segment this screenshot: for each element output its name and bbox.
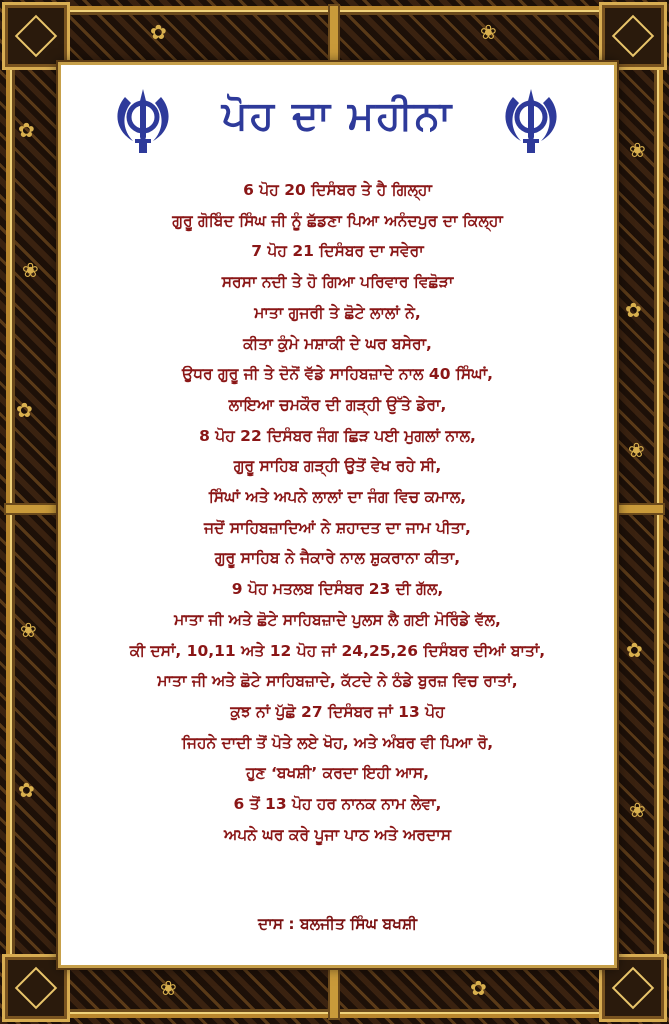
poem-line: ਗੁਰੂ ਗੋਬਿੰਦ ਸਿੰਘ ਜੀ ਨੂੰ ਛੱਡਣਾ ਪਿਆ ਅਨੰਦਪੁਰ ਦਾ ਕਿਲ੍ਹਾ: [172, 211, 503, 230]
rose-vine-icon: ❀: [629, 138, 646, 162]
poem-line: ਲਾਇਆ ਚਮਕੌਰ ਦੀ ਗੜ੍ਹੀ ਉੱਤੇ ਡੇਰਾ,: [228, 395, 447, 414]
rose-vine-icon: ✿: [16, 398, 33, 422]
poem-line: ਸਿੰਘਾਂ ਅਤੇ ਅਪਨੇ ਲਾਲਾਂ ਦਾ ਜੰਗ ਵਿਚ ਕਮਾਲ,: [208, 488, 467, 507]
poem-line: ਸਰਸਾ ਨਦੀ ਤੇ ਹੋ ਗਿਆ ਪਰਿਵਾਰ ਵਿਛੋੜਾ: [221, 273, 454, 292]
poem-line: ਅਪਨੇ ਘਰ ਕਰੇ ਪੂਜਾ ਪਾਠ ਅਤੇ ਅਰਦਾਸ: [223, 825, 452, 844]
poem-text: [69, 175, 606, 850]
frame-corner-ornament: [2, 2, 70, 70]
rose-vine-icon: ❀: [22, 258, 39, 282]
rose-vine-icon: ✿: [626, 638, 643, 662]
poem-line: 8 ਪੋਹ 22 ਦਿਸੰਬਰ ਜੰਗ ਛਿੜ ਪਈ ਮੁਗਲਾਂ ਨਾਲ,: [199, 426, 476, 445]
rose-vine-icon: ❀: [628, 438, 645, 462]
poem-line: ਕੀਤਾ ਕੁੰਮੇ ਮਸ਼ਾਕੀ ਦੇ ਘਰ ਬਸੇਰਾ,: [243, 334, 432, 353]
rose-vine-icon: ❀: [480, 20, 497, 44]
poem-line: ਉਧਰ ਗੁਰੂ ਜੀ ਤੇ ਦੋਨੋਂ ਵੱਡੇ ਸਾਹਿਬਜ਼ਾਦੇ ਨਾਲ 40 ਸਿੰਘਾਂ,: [181, 365, 493, 384]
title-row: [61, 87, 614, 157]
author-signature: ਦਾਸ : ਬਲਜੀਤ ਸਿੰਘ ਬਖਸ਼ੀ: [258, 915, 417, 933]
khanda-icon: [111, 87, 175, 155]
frame-corner-ornament: [599, 2, 667, 70]
khanda-icon: [499, 87, 563, 155]
poem-line: ਮਾਤਾ ਜੀ ਅਤੇ ਛੋਟੇ ਸਾਹਿਬਜ਼ਾਦੇ, ਕੱਟਦੇ ਨੇ ਠੰਡੇ ਬੁਰਜ਼ ਵਿਚ ਰਾਤਾਂ,: [157, 672, 518, 691]
frame-divider: [330, 6, 338, 68]
rose-vine-icon: ✿: [625, 298, 642, 322]
poem-line: ਮਾਤਾ ਗੁਜਰੀ ਤੇ ਛੋਟੇ ਲਾਲਾਂ ਨੇ,: [254, 303, 421, 322]
rose-vine-icon: ❀: [160, 976, 177, 1000]
poem-line: ਹੁਣ ‘ਬਖਸ਼ੀ’ ਕਰਦਾ ਇਹੀ ਆਸ,: [245, 764, 430, 783]
poem-line: ਗੁਰੂ ਸਾਹਿਬ ਗੜ੍ਹੀ ਉਤੋਂ ਵੇਖ ਰਹੇ ਸੀ,: [233, 457, 442, 476]
poem-line: ਜਿਹਨੇ ਦਾਦੀ ਤੋਂ ਪੋਤੇ ਲਏ ਖੋਹ, ਅਤੇ ਅੰਬਰ ਵੀ ਪਿਆ ਰੋ,: [181, 733, 494, 752]
frame-divider: [6, 505, 62, 513]
rose-vine-icon: ✿: [150, 20, 167, 44]
poem-line: ਕੁਝ ਨਾਂ ਪੁੱਛੋ 27 ਦਿਸੰਬਰ ਜਾਂ 13 ਪੋਹ: [230, 702, 445, 721]
rose-vine-icon: ✿: [470, 976, 487, 1000]
poem-line: ਜਦੋਂ ਸਾਹਿਬਜ਼ਾਦਿਆਂ ਨੇ ਸ਼ਹਾਦਤ ਦਾ ਜਾਮ ਪੀਤਾ,: [204, 518, 471, 537]
poem-line: 6 ਤੋਂ 13 ਪੋਹ ਹਰ ਨਾਨਕ ਨਾਮ ਲੇਵਾ,: [233, 795, 442, 814]
poem-line: ਕੀ ਦਸਾਂ, 10,11 ਅਤੇ 12 ਪੋਹ ਜਾਂ 24,25,26 ਦਿਸੰਬਰ ਦੀਆਂ ਬਾਤਾਂ,: [129, 641, 546, 660]
rose-vine-icon: ✿: [18, 118, 35, 142]
poem-line: 6 ਪੋਹ 20 ਦਿਸੰਬਰ ਤੇ ਹੈ ਗਿਲ੍ਹਾ: [243, 181, 432, 199]
poem-line: 7 ਪੋਹ 21 ਦਿਸੰਬਰ ਦਾ ਸਵੇਰਾ: [251, 242, 424, 261]
rose-vine-icon: ❀: [629, 798, 646, 822]
page-title: ਪੋਹ ਦਾ ਮਹੀਨਾ: [221, 93, 454, 139]
poem-page: [58, 62, 617, 968]
poem-line: 9 ਪੋਹ ਮਤਲਬ ਦਿਸੰਬਰ 23 ਦੀ ਗੱਲ,: [231, 580, 444, 599]
poem-line: ਮਾਤਾ ਜੀ ਅਤੇ ਛੋਟੇ ਸਾਹਿਬਜ਼ਾਦੇ ਪੁਲਸ ਲੈ ਗਈ ਮੋਰਿੰਡੇ ਵੱਲ,: [174, 610, 501, 629]
poem-line: ਗੁਰੂ ਸਾਹਿਬ ਨੇ ਜੈਕਾਰੇ ਨਾਲ ਸ਼ੁਕਰਾਨਾ ਕੀਤਾ,: [214, 549, 461, 568]
rose-vine-icon: ❀: [20, 618, 37, 642]
rose-vine-icon: ✿: [18, 778, 35, 802]
